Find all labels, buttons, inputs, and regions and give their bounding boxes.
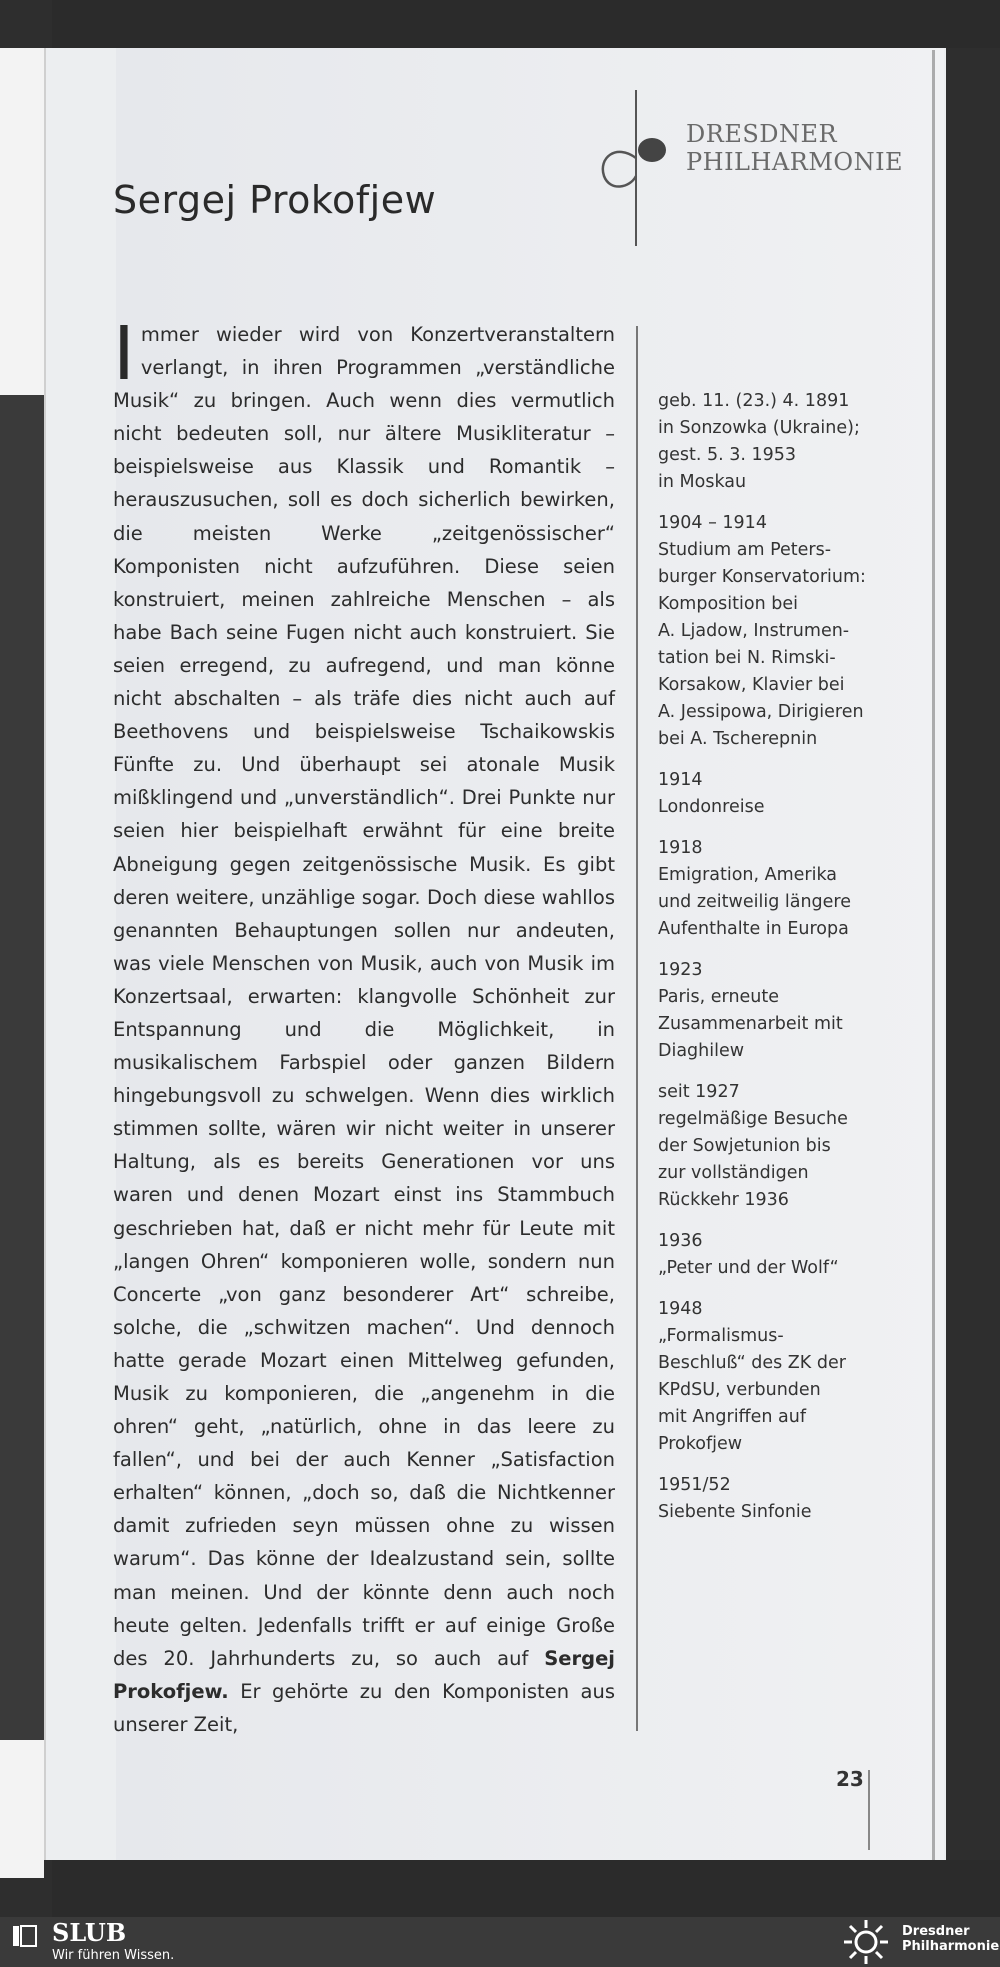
bio-text: Studium am Peters- burger Konservatorium: Komposition bei A. Ljadow, Instrumen- tation bei N. Rimski- Korsakow, Klavier bei A. Jessipowa, Dirigieren bei A. Tscherepnin bbox=[658, 540, 866, 749]
composer-name-bold: Sergej Prokofjew. bbox=[113, 1646, 615, 1703]
bio-entry bbox=[658, 510, 888, 753]
article-body bbox=[113, 311, 615, 1741]
drop-cap: I bbox=[113, 311, 135, 397]
bio-entry bbox=[658, 767, 888, 821]
bio-text: Emigration, Amerika und zeitweilig längere Aufenthalte in Europa bbox=[658, 865, 851, 939]
logo-line-1: DRESDNER bbox=[686, 120, 838, 148]
bio-entry bbox=[658, 835, 888, 943]
bio-text: geb. 11. (23.) 4. 1891 in Sonzowka (Ukraine); gest. 5. 3. 1953 in Moskau bbox=[658, 391, 860, 492]
page-title: Sergej Prokofjew bbox=[113, 178, 437, 222]
philharmonie-sunburst-icon[interactable] bbox=[842, 1918, 890, 1966]
bio-entry bbox=[658, 957, 888, 1065]
bio-year: 1923 bbox=[658, 960, 703, 980]
bio-text: Paris, erneute Zusammenarbeit mit Diaghilew bbox=[658, 987, 843, 1061]
slub-slogan: Wir führen Wissen. bbox=[52, 1948, 175, 1963]
bio-text: „Formalismus- Beschluß“ des ZK der KPdSU, verbunden mit Angriffen auf Prokofjew bbox=[658, 1326, 846, 1454]
body-paragraph: mmer wieder wird von Konzertveranstaltern verlangt, in ihren Programmen „verständliche Musik“ zu bringen. Auch wenn dies vermutlich nicht bedeuten soll, nur ältere Musikliteratur – beispielsweise aus Klassik und Romantik – herauszusuchen, soll es doch sicherlich bewirken, die meisten Werke „zeitgenössischer“ Komponisten nicht aufzuführen. Diese seien konstruiert, meinen zahlreiche Menschen – als habe Bach seine Fugen nicht auch konstruiert. Sie seien erregend, zu aufregend, und man könne nicht abschalten – als träfe dies nicht auch auf Beethovens und beispielsweise Tschaikowskis Fünfte zu. Und überhaupt sei atonale Musik mißklingend und „unverständlich“. Drei Punkte nur seien hier beispielhaft erwähnt für eine breite Abneigung gegen zeitgenössische Musik. Es gibt deren weitere, unzählige sogar. Doch diese wahllos genannten Behauptungen sollen nur andeuten, was viele Menschen von Musik, auch von Musik im Konzertsaal, erwarten: klangvolle Schönheit zur Entspannung und die Möglichkeit, in musikalischem Farbspiel oder ganzen Bildern hingebungsvoll zu schwelgen. Wenn dies wirklich stimmen sollte, wären wir nicht weiter in unserer Haltung, als es bereits Generationen vor uns waren und denen Mozart einst ins Stammbuch geschrieben hat, daß er nicht mehr für Leute mit „langen Ohren“ komponieren wolle, sondern nun Concerte „von ganz besonderer Art“ schreibe, solche, die „schwitzen machen“. Und dennoch hatte gerade Mozart einen Mittelweg gefunden, Musik zu komponieren, die „angenehm in die ohren“ geht, „natürlich, ohne in das leere zu fallen“, und bei der auch Kenner „Satisfaction erhalten“ können, „doch so, daß die Nichtkenner damit zufrieden seyn müssen ohne zu wissen warum“. Das könne der Idealzustand sein, sollte man meinen. Und der könnte denn auch noch heute gelten. Jedenfalls trifft er auf einige Große des 20. Jahrhunderts zu, so auch auf bbox=[113, 323, 615, 1670]
scan-background-right bbox=[944, 48, 1000, 1860]
logo-line-2: PHILHARMONIE bbox=[686, 148, 904, 176]
bio-entry bbox=[658, 1079, 888, 1214]
page-number: 23 bbox=[836, 1767, 864, 1791]
previous-page-shadow bbox=[0, 395, 44, 1740]
column-divider bbox=[636, 326, 638, 1731]
body-continuation: Er gehörte zu den Komponisten aus unserer Zeit, bbox=[113, 1679, 615, 1736]
bio-year: 1936 bbox=[658, 1231, 703, 1251]
bio-entry bbox=[658, 388, 888, 496]
bio-year: 1948 bbox=[658, 1299, 703, 1319]
page-number-rule bbox=[868, 1770, 870, 1850]
biography-sidebar bbox=[658, 388, 888, 1540]
bio-year: 1918 bbox=[658, 838, 703, 858]
slub-book-icon[interactable] bbox=[12, 1924, 38, 1948]
page-edge-line bbox=[932, 50, 935, 1860]
bio-entry bbox=[658, 1228, 888, 1282]
bio-year: 1914 bbox=[658, 770, 703, 790]
philharmonie-logo-link[interactable]: Dresdner Philharmonie bbox=[902, 1924, 1000, 1954]
bio-year: 1904 – 1914 bbox=[658, 513, 767, 533]
logo-wordmark bbox=[686, 120, 903, 176]
bio-year: 1951/52 bbox=[658, 1475, 731, 1495]
bio-text: regelmäßige Besuche der Sowjetunion bis zur vollständigen Rückkehr 1936 bbox=[658, 1109, 848, 1210]
bio-entry bbox=[658, 1296, 888, 1458]
bio-text: Londonreise bbox=[658, 797, 765, 817]
slub-logo-link[interactable]: SLUB bbox=[52, 1918, 127, 1947]
bio-year: seit 1927 bbox=[658, 1082, 740, 1102]
bio-text: Siebente Sinfonie bbox=[658, 1502, 812, 1522]
bio-text: „Peter und der Wolf“ bbox=[658, 1258, 839, 1278]
bio-entry bbox=[658, 1472, 888, 1526]
